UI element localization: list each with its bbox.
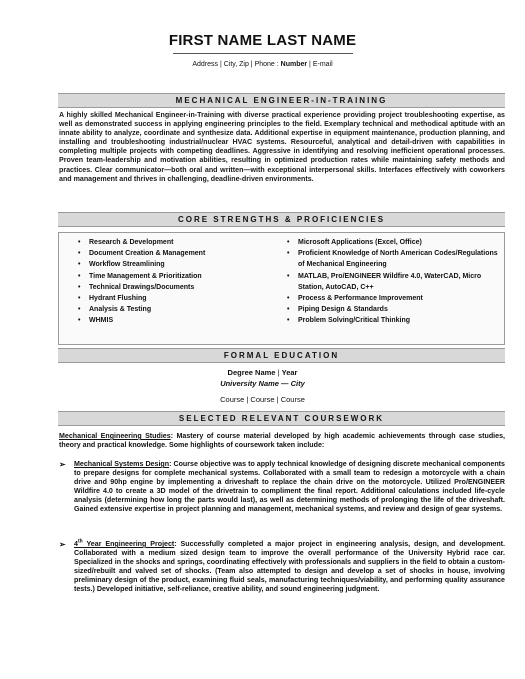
contact-address: Address | City, Zip | Phone : <box>192 61 281 68</box>
list-item: • MATLAB, Pro/ENGINEER Wildfire 4.0, WaterCAD, Micro Station, AutoCAD, C++ <box>284 271 499 293</box>
degree-year: Year <box>281 368 298 377</box>
coursework-intro-text: : Mastery of course material developed by high academic achievements through case studies, theory and practical knowledge. Some highlights of coursework taken include: <box>59 432 505 450</box>
list-item: • Problem Solving/Critical Thinking <box>284 315 499 326</box>
degree-name: Degree Name <box>227 368 276 377</box>
section-title-band: MECHANICAL ENGINEER-IN-TRAINING <box>58 93 505 108</box>
list-item: • Analysis & Testing <box>75 304 275 315</box>
list-item: • Microsoft Applications (Excel, Office) <box>284 237 499 248</box>
education-heading: FORMAL EDUCATION <box>58 348 505 363</box>
list-item: • Piping Design & Standards <box>284 304 499 315</box>
coursework-item-label: Mechanical Systems Design <box>74 460 170 468</box>
coursework-item-text <box>74 540 505 595</box>
list-item: • Workflow Streamlining <box>75 259 275 270</box>
coursework-item-text <box>74 460 505 515</box>
coursework-intro <box>59 432 505 450</box>
list-item: • Technical Drawings/Documents <box>75 282 275 293</box>
summary-paragraph: A highly skilled Mechanical Engineer-in-Training with diverse practical experience providing project troubleshooting expertise, as well as demonstrated success in applying engineering principles to the field. Exemplary technical and methodical aptitude with an innate ability to analyze, coordinate and synthesize data. Additional expertise in equipment maintenance, production planning, and installing and troubleshooting industrial/nuclear HVAC systems. Resourceful, analytical and detail-driven with capabilities in completing multiple projects with competing deadlines. Aggressive in identifying and resolving inefficient operational processes. Proven team-leadership and motivation abilities, resulting in optimized production rates while maintaining safety methods and practices. Clear communicator—both oral and written—with exceptional interpersonal skills. Interfaces effectively with coworkers and management and thrives in challenging, deadline-driven environments. <box>59 111 505 183</box>
coursework-item-body: : Course objective was to apply technical knowledge of designing discrete mechanical components to prepare designs for complete mechanical systems. Collaborated with a small team to redesign a motorcycle with a chain drive and 90hp engine by implementing a driveshaft to replace the chain drive on the motorcycle. Utilized Pro/ENGINEER Wildfire 4.0 to create a 3D model of the drivetrain to compliment the final report. Additional calculations included life-cycle analysis (determining how long the parts would last), as well as determining methods of prolonging the life of the driveshaft. Gained extensive expertise in project planning and management, mechanical systems, and review and design of gear systems. <box>74 460 505 514</box>
degree-line: Degree Name | Year <box>227 368 298 377</box>
coursework-item-label <box>74 540 174 548</box>
ordinal-suffix: th <box>77 538 83 545</box>
strengths-left-list <box>75 237 275 327</box>
courses-line: Course | Course | Course <box>220 395 305 404</box>
university-line <box>0 379 525 388</box>
list-item: • Proficient Knowledge of North American Codes/Regulations of Mechanical Engineering <box>284 248 499 270</box>
list-item: • Hydrant Flushing <box>75 293 275 304</box>
arrow-bullet-icon: ➢ <box>59 540 66 549</box>
list-item: • WHMIS <box>75 315 275 326</box>
candidate-name: FIRST NAME LAST NAME <box>168 32 357 49</box>
coursework-intro-label: Mechanical Engineering Studies <box>59 432 171 440</box>
list-item: • Research & Development <box>75 237 275 248</box>
contact-number: Number <box>280 61 308 68</box>
contact-email: | E-mail <box>307 61 333 68</box>
project-label: Year Engineering Project <box>82 540 175 548</box>
ordinal-number: 4 <box>74 540 78 548</box>
strengths-heading: CORE STRENGTHS & PROFICIENCIES <box>58 212 505 227</box>
coursework-item-body: : Successfully completed a major project in engineering analysis, design, and development. Collaborated with a medium sized design team to improve the overall performance of the University Hybrid race car. Specialized in the shocks and springs, coordinating effectively with professionals and suppliers in the field to obtain a custom-sized/rebuilt and valved set of shocks. (Team also attempted to design and develop a set of shocks in house, involving preliminary design of the product, examining fluid seals, manufacturing techniques/viability, and performing quality assurance tests.) Developed initiative, self-reliance, creative ability, and sound engineering judgment. <box>74 540 505 594</box>
contact-line <box>0 61 525 68</box>
university-name: University Name — City <box>220 379 305 388</box>
strengths-right-list <box>284 237 499 327</box>
arrow-bullet-icon: ➢ <box>59 460 66 469</box>
list-item: • Document Creation & Management <box>75 248 275 259</box>
list-item: • Time Management & Prioritization <box>75 271 275 282</box>
strengths-box <box>58 232 505 345</box>
name-divider <box>173 53 353 54</box>
list-item: • Process & Performance Improvement <box>284 293 499 304</box>
coursework-heading: SELECTED RELEVANT COURSEWORK <box>58 411 505 426</box>
